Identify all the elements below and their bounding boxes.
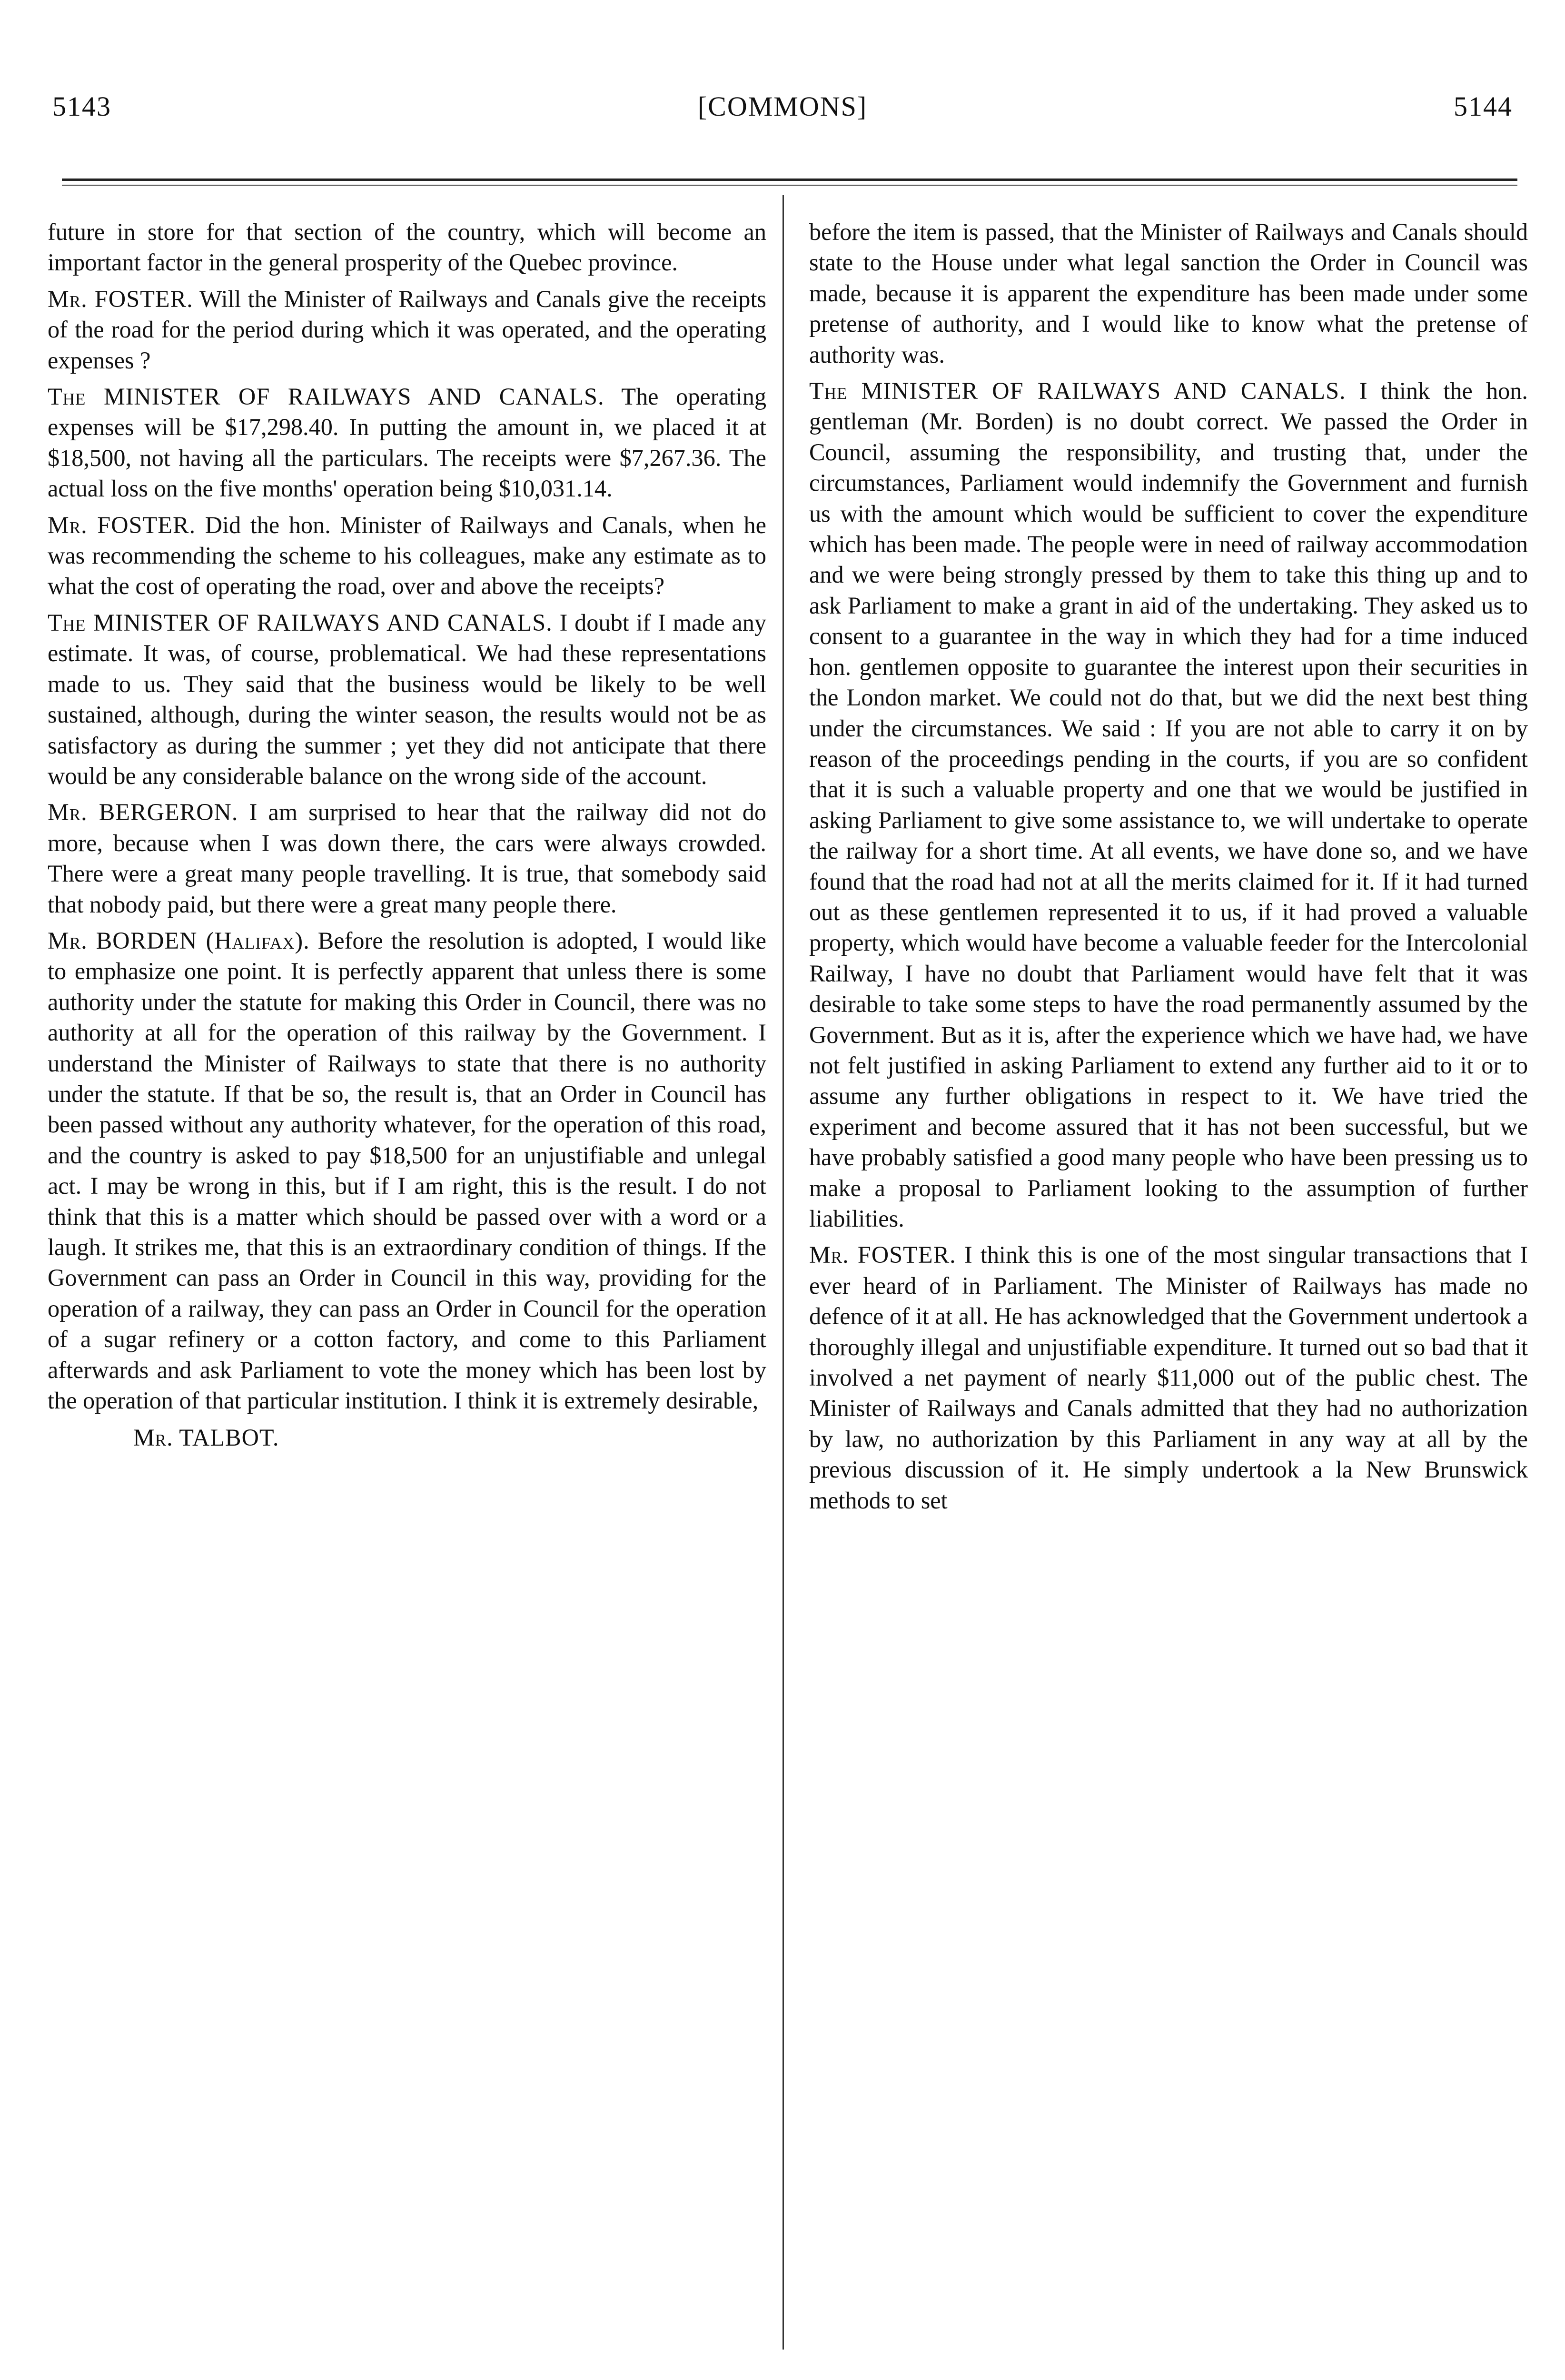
speaker-name: Mr. BERGERON. xyxy=(48,799,238,826)
speech-text: Before the resolution is adopted, I would like to emphasize one point. It is perfectly apparent that unless there is some authority under the statute for making this Order in Council, there was no authority at all for the operation of this railway by the Government. I understand the Minister of Railways to state that there is no authority under the statute. If that be so, the result is, that an Order in Council has been passed without any authority whatever, for the operation of this road, and the country is asked to pay $18,500 for an unjustifiable and unlegal act. I may be wrong in this, but if I am right, this is the result. I do not think that this is a matter which should be passed over with a word or a laugh. It strikes me, that this is an extraordinary condition of things. If the Government can pass an Order in Council in this way, providing for the operation of a railway, they can pass an Order in Council for the operation of a sugar refinery or a cotton factory, and come to this Parliament afterwards and ask Parliament to vote the money which has been lost by the operation of that particular institution. I think it is extremely desirable, xyxy=(48,927,766,1414)
speech-text: Did the hon. Minister of Railways and Canals, when he was recommending the scheme to his colleagues, make any estimate as to what the cost of operating the road, over and above the receipts? xyxy=(48,511,766,600)
column-divider xyxy=(782,195,784,2350)
speaker-name: Mr. FOSTER. xyxy=(48,285,193,312)
speech-text: I think this is one of the most singular transactions that I ever heard of in Parliament. The Minister of Railways has made no defence of it at all. He has acknowledged that the Government undertook a thoroughly illegal and unjustifiable expenditure. It turned out so bad that it involved a net payment of nearly $11,000 out of the public chest. The Minister of Railways and Canals admitted that they had no authorization by law, no authorization by this Parliament in any way at all by the previous discussion of it. He simply undertook a la New Brunswick methods to set xyxy=(809,1241,1528,1514)
paragraph xyxy=(809,376,1528,1234)
speaker-name: Mr. FOSTER. xyxy=(809,1241,956,1269)
paragraph xyxy=(48,510,766,602)
paragraph xyxy=(809,217,1528,370)
footer-speaker-cue: Mr. TALBOT. xyxy=(133,1424,279,1451)
speech-text: before the item is passed, that the Minister of Railways and Canals should state to the House under what legal sanction the Order in Council was made, because it is apparent the expenditure has been made under some pretense of authority, and I would like to know what the pretense of authority was. xyxy=(809,218,1528,368)
left-column xyxy=(48,217,766,1453)
speech-text: The operating expenses will be $17,298.40. In putting the amount in, we placed it at $18,500, not having all the particulars. The receipts were $7,267.36. The actual loss on the five months' operation being $10,031.14. xyxy=(48,383,766,502)
paragraph xyxy=(809,1240,1528,1516)
running-head: [COMMONS] xyxy=(697,91,868,122)
paragraph xyxy=(48,607,766,791)
paragraph xyxy=(48,381,766,504)
speech-text: I doubt if I made any estimate. It was, of course, problematical. We had these representations made to us. They said that the business would be likely to be well sustained, although, during the winter season, the results would not be as satisfactory as during the summer ; yet they did not anticipate that there would be any considerable balance on the wrong side of the account. xyxy=(48,609,767,789)
speech-text: I am surprised to hear that the railway did not do more, because when I was down there, the cars were always crowded. There were a great many people travelling. It is true, that somebody said that nobody paid, but there were a great many people there. xyxy=(48,799,766,918)
speaker-name: The MINISTER OF RAILWAYS AND CANALS. xyxy=(809,377,1346,405)
paragraph xyxy=(48,284,766,376)
paragraph xyxy=(48,217,766,278)
page-header xyxy=(52,90,1513,133)
speaker-name: Mr. FOSTER. xyxy=(48,511,196,538)
speaker-name: The MINISTER OF RAILWAYS AND CANALS. xyxy=(48,609,553,636)
speaker-name: Mr. BORDEN (Halifax). xyxy=(48,927,310,954)
paragraph xyxy=(48,925,766,1416)
header-rule-thin xyxy=(62,185,1517,186)
right-column xyxy=(809,217,1528,1521)
page-number-left: 5143 xyxy=(52,91,111,122)
speech-text: future in store for that section of the country, which will become an important factor in the general prosperity of the Quebec province. xyxy=(48,218,766,276)
header-rule xyxy=(62,178,1517,181)
paragraph xyxy=(48,797,766,920)
speech-text: Will the Minister of Railways and Canals give the receipts of the road for the period during which it was operated, and the operating expenses ? xyxy=(48,285,766,374)
page-number-right: 5144 xyxy=(1454,91,1513,122)
speaker-name: The MINISTER OF RAILWAYS AND CANALS. xyxy=(48,383,604,410)
speech-text: I think the hon. gentleman (Mr. Borden) is no doubt correct. We passed the Order in Council, assuming the responsibility, and trusting that, under the circumstances, Parliament would indemnify the Government and furnish us with the amount which would be sufficient to cover the expenditure which has been made. The people were in need of railway accommodation and we were being strongly pressed by them to take this thing up and to ask Parliament to make a grant in aid of the undertaking. They asked us to consent to a guarantee in the way in which they had for a time induced hon. gentlemen opposite to guarantee the interest upon their securities in the London market. We could not do that, but we did the next best thing under the circumstances. We said : If you are not able to carry it on by reason of the proceedings pending in the courts, if you are so confident that it is such a valuable property and one that we would be justified in asking Parliament to give some assistance to, we will undertake to operate the railway for a short time. At all events, we have done so, and we have found that the road had not at all the merits claimed for it. If it had turned out as these gentlemen represented it to us, if it had proved a valuable property, which would have become a valuable feeder for the Intercolonial Railway, I have no doubt that Parliament would have felt that it was desirable to take some steps to have the road permanently assumed by the Government. But as it is, after the experience which we have had, we have not felt justified in asking Parliament to extend any further aid to it or to assume any further obligations in respect to it. We have tried the experiment and become assured that it has not been successful, but we have probably satisfied a good many people who have been pressing us to make a proposal to Parliament looking to the assumption of further liabilities. xyxy=(809,377,1528,1232)
